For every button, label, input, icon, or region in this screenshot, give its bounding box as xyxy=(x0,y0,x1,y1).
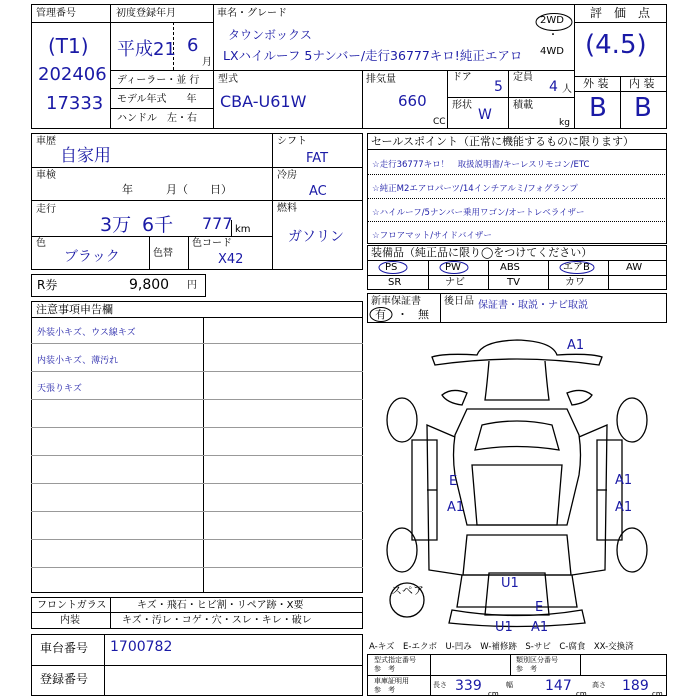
shift-label: シフト xyxy=(277,136,307,147)
mark-left-front-door-a: A1 xyxy=(447,500,465,515)
equip-pw: PW xyxy=(445,262,461,273)
mark-rear-bumper-a: A1 xyxy=(531,620,549,635)
door-value: 5 xyxy=(494,79,503,95)
mark-rear-panel-e: E xyxy=(535,600,544,615)
note-rule xyxy=(31,567,363,568)
height-label: 高さ xyxy=(592,681,606,689)
shape-label: 形状 xyxy=(452,100,472,111)
warranty-sep: ・ xyxy=(397,308,408,321)
bottom-interior-label: 内装 xyxy=(60,615,80,626)
equip-airbag: エアB xyxy=(563,262,590,273)
chassis-value: 1700782 xyxy=(110,639,173,655)
shift-value: FAT xyxy=(306,151,329,166)
height-unit: cm xyxy=(652,690,663,698)
after-value: 保証書・取説・ナビ取説 xyxy=(478,300,588,311)
rating-value: (4.5) xyxy=(585,30,647,60)
interior-value: B xyxy=(634,93,652,123)
sales-line-2: ☆純正M2エアロパーツ/14インチアルミ/フォグランプ xyxy=(372,184,578,194)
mgmt-label: 管理番号 xyxy=(36,8,76,19)
drive-2wd: 2WD xyxy=(540,15,564,26)
displacement-unit: CC xyxy=(433,117,446,127)
length-label: 長さ xyxy=(433,681,447,689)
mark-rear-panel-u: U1 xyxy=(501,576,519,591)
notes-title: 注意事項申告欄 xyxy=(36,303,113,316)
model-value: CBA-U61W xyxy=(220,92,307,111)
history-value: 自家用 xyxy=(60,146,111,166)
length-unit: cm xyxy=(488,690,499,698)
first-reg-era: 平成21 xyxy=(117,39,176,60)
equip-ps: PS xyxy=(385,262,398,273)
spare-label: スペア xyxy=(391,584,424,597)
drive-dot: ・ xyxy=(548,30,558,41)
after-label: 後日品 xyxy=(444,296,474,307)
reg-label: 登録番号 xyxy=(40,672,89,686)
mgmt-code: (T1) xyxy=(48,34,89,58)
car-name-label: 車名・グレード xyxy=(217,8,287,19)
mark-right-front-door: A1 xyxy=(615,473,633,488)
displacement-label: 排気量 xyxy=(366,74,396,85)
drive-4wd: 4WD xyxy=(540,46,564,57)
car-grade: LXハイルーフ 5ナンバー/走行36777キロ!純正エアロ xyxy=(223,48,523,63)
equip-tv: TV xyxy=(507,277,520,288)
r-ticket-unit: 円 xyxy=(187,280,197,291)
cooler-label: 冷房 xyxy=(277,170,297,181)
first-reg-label: 初度登録年月 xyxy=(116,8,176,19)
capacity-unit: 人 xyxy=(562,84,572,95)
color-value: ブラック xyxy=(64,249,120,265)
width-value: 147 xyxy=(545,678,572,694)
front-glass-value: キズ・飛石・ヒビ割・リペア跡・X要 xyxy=(137,600,304,611)
mileage-man: 3万 xyxy=(100,214,132,236)
model-label: 型式 xyxy=(218,74,238,85)
width-unit: cm xyxy=(576,690,587,698)
mgmt-num1: 202406 xyxy=(38,64,107,85)
cert-label: 車庫証明用 参 考 xyxy=(374,677,409,694)
r-ticket-value: 9,800 xyxy=(129,277,170,293)
color-change-label: 色替 xyxy=(153,248,173,259)
door-label: ドア xyxy=(452,72,472,83)
color-code-label: 色コード xyxy=(192,238,232,249)
width-label: 幅 xyxy=(506,681,513,689)
type-code-label: 型式指定番号 参 考 xyxy=(374,656,416,673)
note-line-2: 内装小キズ、薄汚れ xyxy=(37,356,119,366)
note-rule xyxy=(31,427,363,428)
note-rule xyxy=(31,511,363,512)
first-reg-month: 6 xyxy=(187,35,199,56)
legend-text: A-キズ E-エクボ U-凹み W-補修跡 S-サビ C-腐食 XX-交換済 xyxy=(369,642,634,652)
dealer-label: ディーラー・並 行 xyxy=(117,75,200,86)
equip-aw: AW xyxy=(626,262,643,273)
exterior-value: B xyxy=(589,93,607,123)
exterior-label: 外 装 xyxy=(583,77,609,90)
inspection-value: 年 月（ 日） xyxy=(122,183,232,196)
note-rule xyxy=(31,399,363,400)
displacement-value: 660 xyxy=(398,92,427,110)
length-value: 339 xyxy=(455,678,482,694)
warranty-label: 新車保証書 xyxy=(371,296,421,307)
load-label: 積載 xyxy=(513,100,533,111)
month-unit: 月 xyxy=(202,57,212,68)
r-ticket-label: R券 xyxy=(37,278,58,292)
mark-rear-bumper-u: U1 xyxy=(495,620,513,635)
sales-line-4: ☆フロアマット/サイドバイザー xyxy=(372,231,492,241)
handle-label: ハンドル 左・右 xyxy=(117,113,197,124)
chassis-label: 車台番号 xyxy=(40,641,89,655)
sales-title: セールスポイント（正常に機能するものに限ります） xyxy=(371,135,635,148)
car-name: タウンボックス xyxy=(228,28,312,42)
mark-right-rear-door: A1 xyxy=(615,500,633,515)
equip-leather: カワ xyxy=(565,277,585,288)
load-unit: kg xyxy=(559,118,570,128)
sales-line-1: ☆走行36777キロ！ 取扱説明書/キーレスリモコン/ETC xyxy=(372,160,590,170)
mileage-label: 走行 xyxy=(36,204,56,215)
mgmt-num2: 17333 xyxy=(46,93,104,114)
height-value: 189 xyxy=(622,678,649,694)
equip-abs: ABS xyxy=(500,262,520,273)
inspection-label: 車検 xyxy=(36,170,56,181)
sales-line-3: ☆ハイルーフ/5ナンバー乗用ワゴン/オートレベライザー xyxy=(372,208,585,218)
color-code-value: X42 xyxy=(218,252,244,267)
cooler-value: AC xyxy=(309,184,327,199)
note-rule xyxy=(31,455,363,456)
mark-left-front-door-e: E xyxy=(449,474,458,489)
note-line-3: 天張りキズ xyxy=(37,384,82,394)
mark-front-bumper: A1 xyxy=(567,338,585,353)
fuel-value: ガソリン xyxy=(288,229,344,245)
note-rule xyxy=(31,343,363,344)
front-glass-label: フロントガラス xyxy=(37,600,107,611)
capacity-label: 定員 xyxy=(513,72,533,83)
fuel-label: 燃料 xyxy=(277,203,297,214)
interior-label: 内 装 xyxy=(629,77,655,90)
class-code-label: 類別区分番号 参 考 xyxy=(516,656,558,673)
notes-section xyxy=(31,301,363,593)
bottom-interior-value: キズ・汚レ・コゲ・穴・スレ・キレ・破レ xyxy=(122,615,312,626)
equipment-title: 装備品（純正品に限り◯をつけてください） xyxy=(371,246,593,259)
equip-navi: ナビ xyxy=(445,277,465,288)
note-rule xyxy=(31,371,363,372)
note-rule xyxy=(31,539,363,540)
history-label: 車歴 xyxy=(36,136,56,147)
mileage-unit: km xyxy=(235,224,251,235)
model-year-label: モデル年式 年 xyxy=(117,94,197,105)
mileage-sen: 6千 xyxy=(142,214,174,236)
capacity-value: 4 xyxy=(549,79,558,95)
note-line-1: 外装小キズ、ウス線キズ xyxy=(37,328,136,338)
mileage-rest: 777 xyxy=(202,214,233,233)
color-label: 色 xyxy=(36,238,46,249)
note-rule xyxy=(31,483,363,484)
equip-sr: SR xyxy=(388,277,402,288)
rating-label: 評 価 点 xyxy=(590,6,651,20)
warranty-yes: 有 xyxy=(375,308,386,321)
warranty-no: 無 xyxy=(418,308,429,321)
shape-value: W xyxy=(478,107,492,123)
